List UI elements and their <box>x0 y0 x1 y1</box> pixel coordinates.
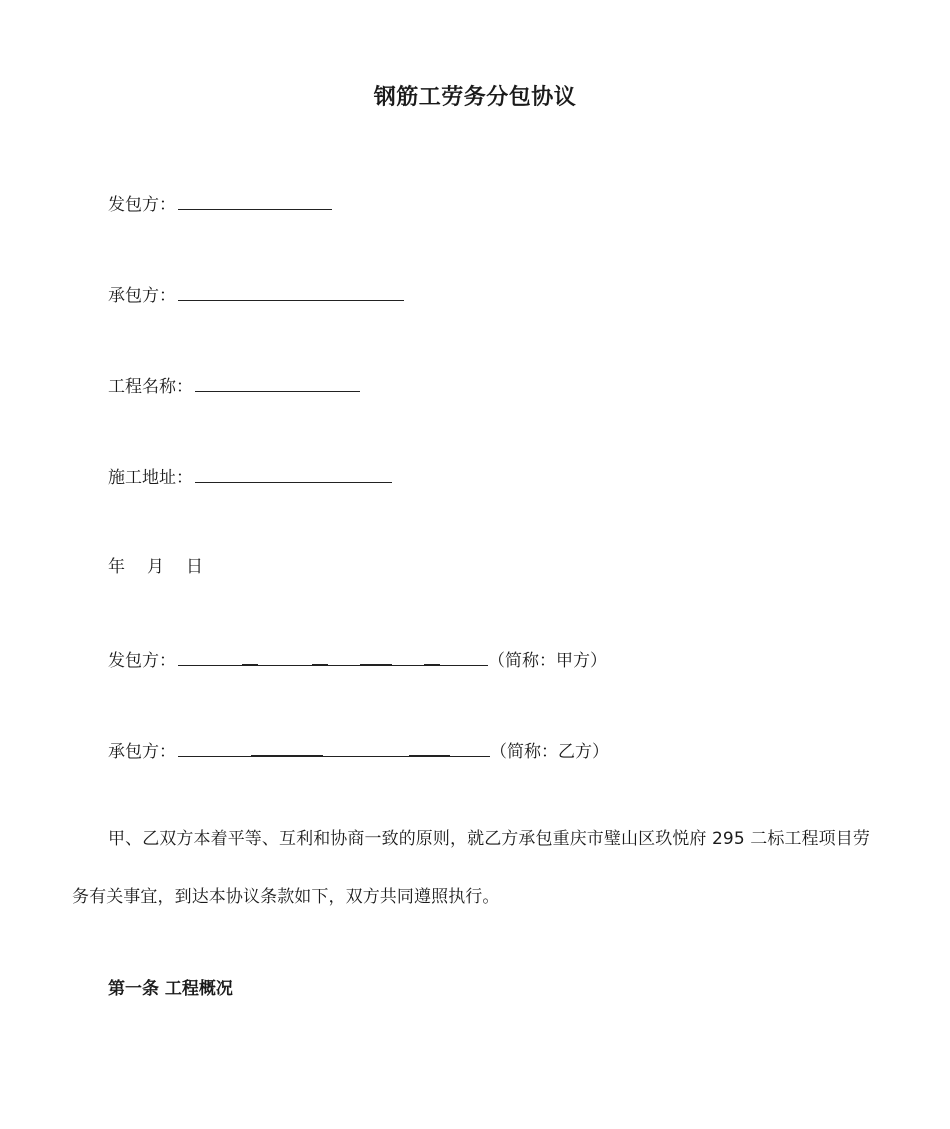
contractor-field <box>108 282 404 308</box>
date-line <box>108 555 225 579</box>
project-name-label: 工程名称： <box>108 377 193 397</box>
section-1-heading: 第一条 工程概况 <box>108 979 233 999</box>
project-name-blank[interactable] <box>195 373 360 392</box>
party-contractor-abbr: （简称：乙方） <box>490 742 609 762</box>
party-employer-line <box>108 646 607 673</box>
party-contractor-line <box>108 737 609 764</box>
site-address-field <box>108 464 392 490</box>
site-address-label: 施工地址： <box>108 468 193 488</box>
date-day: 日 <box>186 557 203 577</box>
intro-paragraph: 甲、乙双方本着平等、互利和协商一致的原则，就乙方承包重庆市璧山区玖悦府 295 二标工程项目劳务有关事宜，到达本协议条款如下，双方共同遵照执行。 <box>72 829 870 907</box>
project-name-field <box>108 373 360 399</box>
employer-blank[interactable] <box>178 191 332 210</box>
party-contractor-blank[interactable] <box>178 737 490 764</box>
document-title: 钢筋工劳务分包协议 <box>373 85 577 110</box>
site-address-blank[interactable] <box>195 464 392 483</box>
date-year: 年 <box>108 557 125 577</box>
contractor-label: 承包方： <box>108 286 176 306</box>
party-employer-label: 发包方： <box>108 651 176 671</box>
party-employer-blank[interactable] <box>178 646 488 673</box>
contractor-blank[interactable] <box>178 282 404 301</box>
date-month: 月 <box>147 557 164 577</box>
party-contractor-label: 承包方： <box>108 742 176 762</box>
employer-field <box>108 191 332 217</box>
employer-label: 发包方： <box>108 195 176 215</box>
party-employer-abbr: （简称：甲方） <box>488 651 607 671</box>
